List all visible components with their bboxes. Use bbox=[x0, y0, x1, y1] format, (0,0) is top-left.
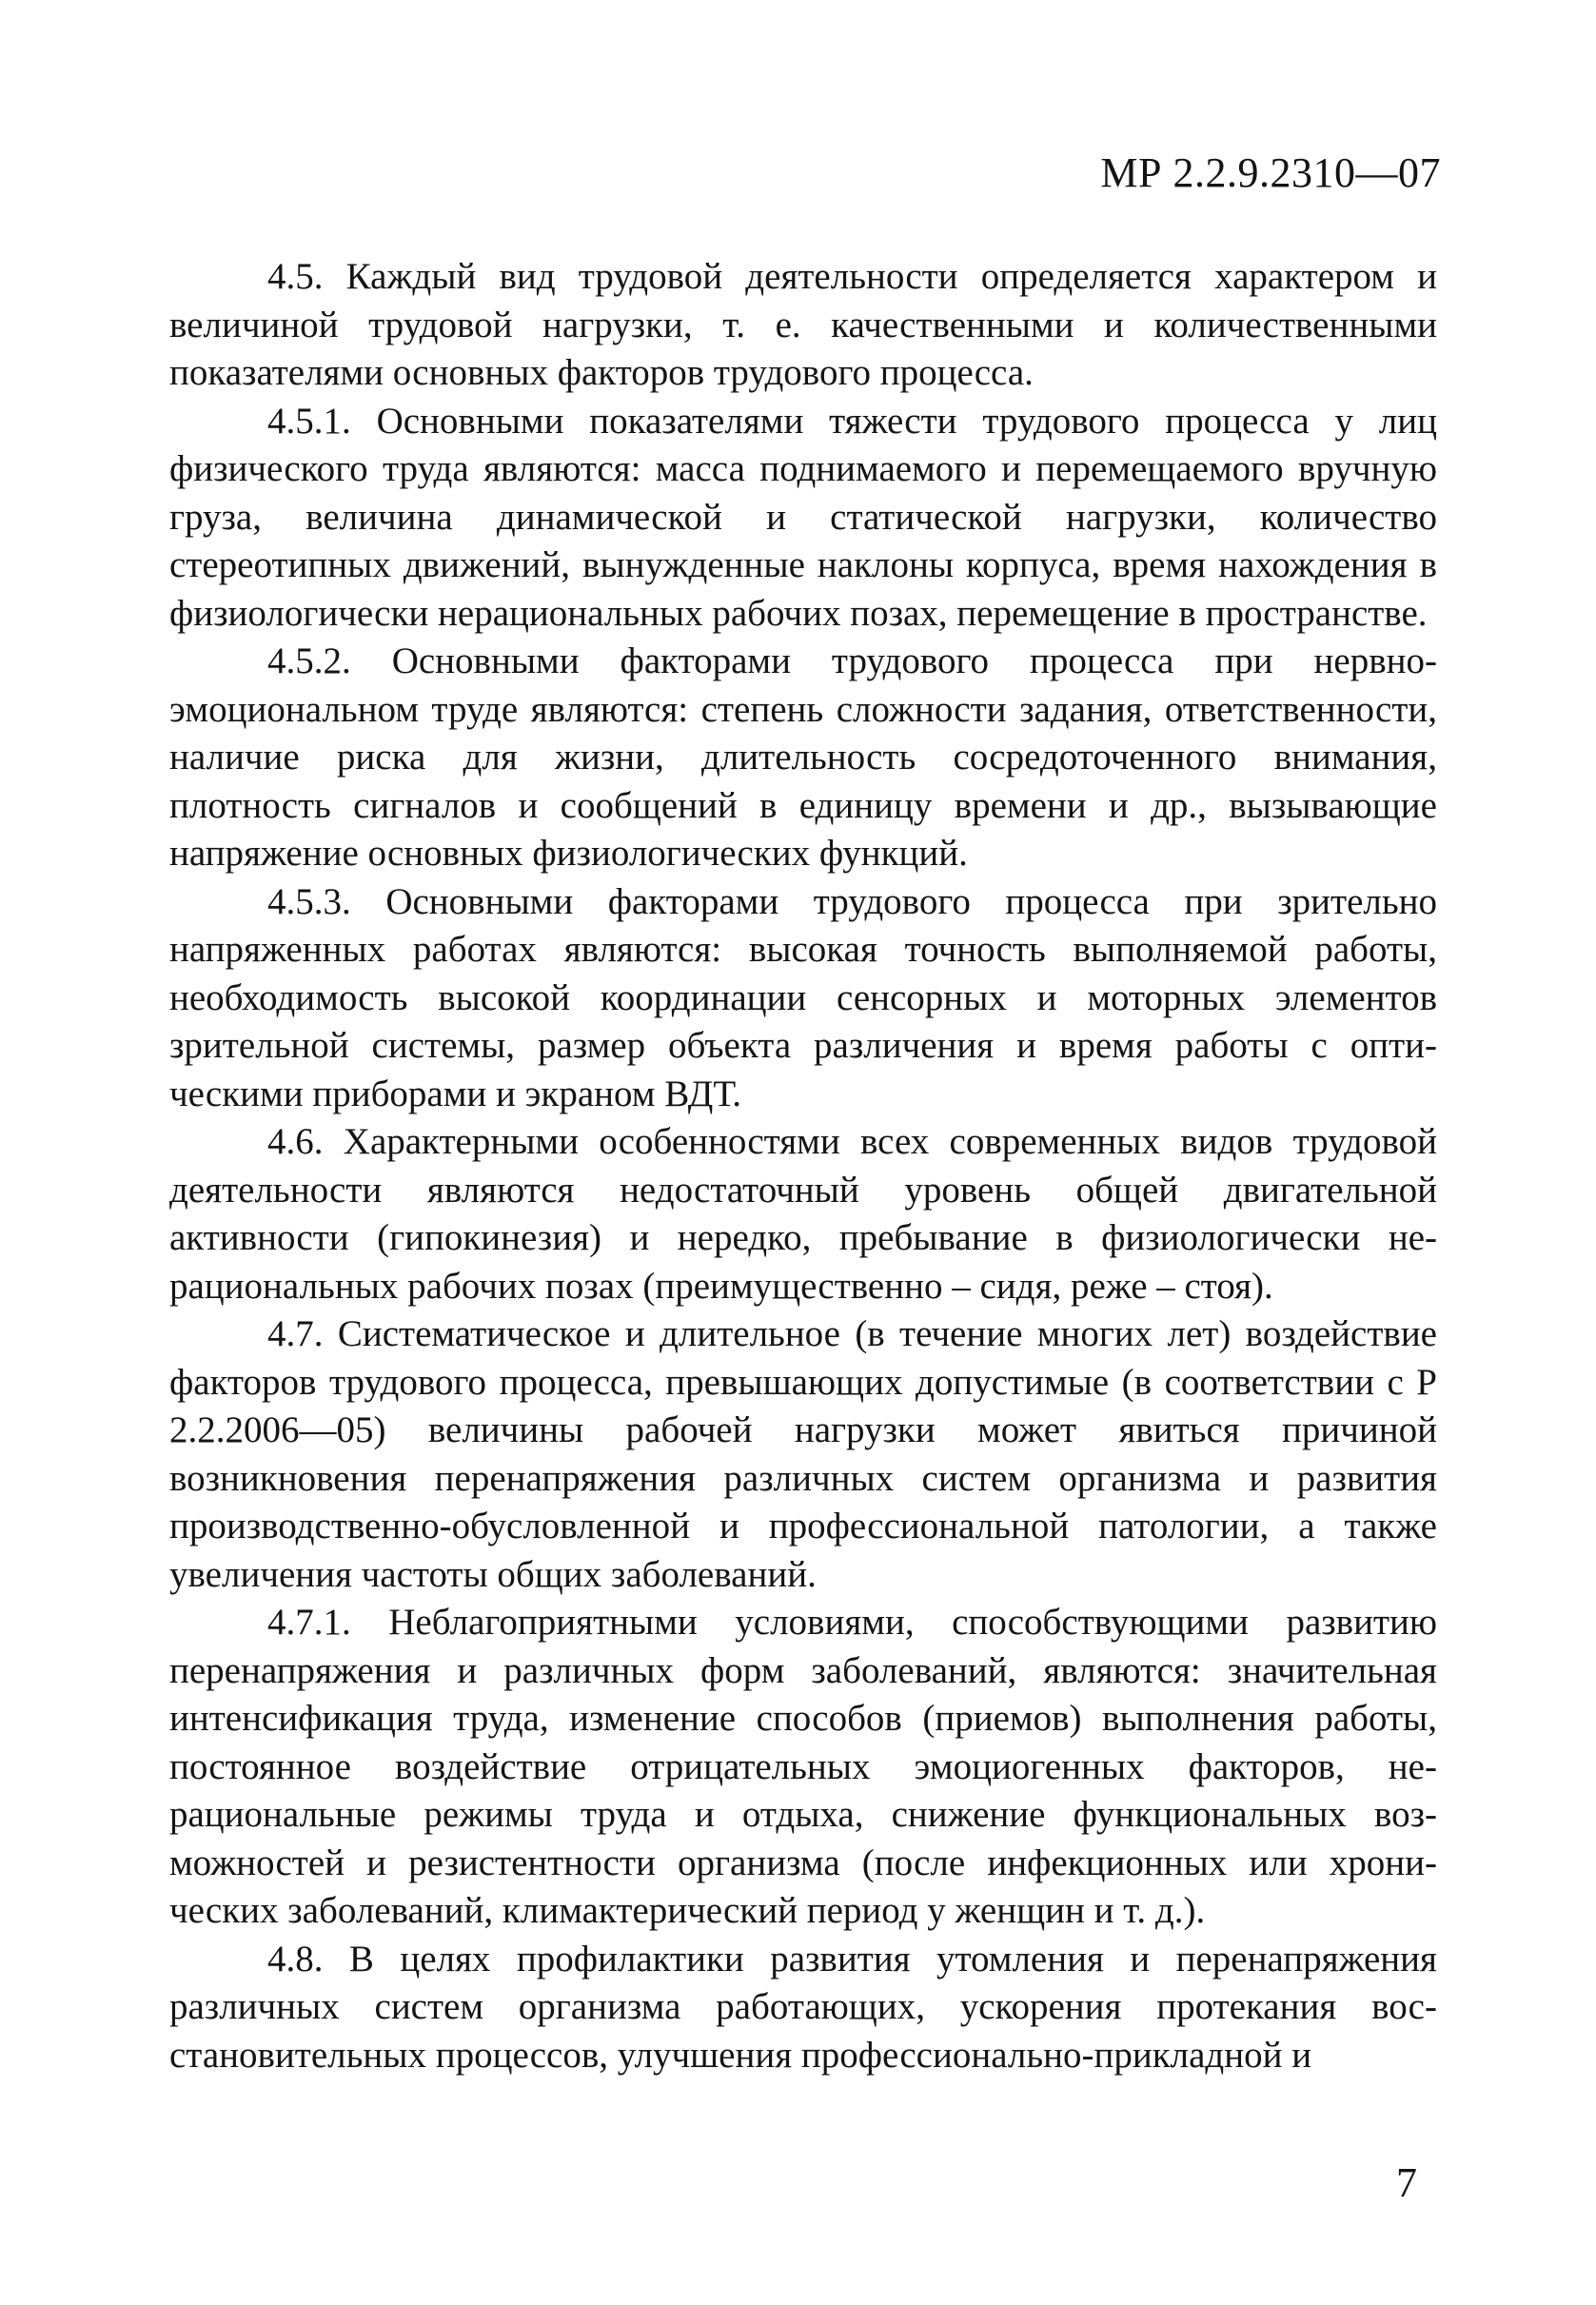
text-body bbox=[169, 253, 1437, 2079]
paragraph-4-5-3: 4.5.3. Основными факторами трудового процесса при зрительно напряженных работах являются: высокая точность выполняемой работы, необходимость высокой координации сенсорных и моторных элементов зрительной системы, размер объекта различения и время работы с оптическими приборами и экраном ВДТ. bbox=[169, 880, 1437, 1114]
paragraph-4-7-1: 4.7.1. Неблагоприятными условиями, способствующими развитию перенапряжения и различных форм заболеваний, являются: значительная интенсификация труда, изменение способов (приемов) выполнения работы, постоянное воздействие отрицательных эмоциогенных факторов, нерациональные режимы труда и отдыха, снижение функциональных возможностей и резистентности организма (после инфекционных или хронических заболеваний, климактерический период у женщин и т. д.). bbox=[169, 1602, 1437, 1931]
paragraph-4-5: 4.5. Каждый вид трудовой деятельности определяется характером и величиной трудовой нагрузки, т. е. качественными и количественными показателями основных факторов трудового процесса. bbox=[169, 256, 1437, 393]
paragraph-4-6: 4.6. Характерными особенностями всех современных видов трудовой деятельности являются недостаточный уровень общей двигательной активности (гипокинезия) и нередко, пребывание в физиологически нерациональных рабочих позах (преимущественно – сидя, реже – стоя). bbox=[169, 1121, 1437, 1307]
paragraph-4-7: 4.7. Систематическое и длительное (в течение многих лет) воздействие факторов трудового процесса, превышающих допустимые (в соответствии с Р 2.2.2006—05) величины рабочей нагрузки может явиться причиной возникновения перенапряжения различных систем организма и развития производственно-обусловленной и профессиональной патологии, а также увеличения частоты общих заболеваний. bbox=[169, 1313, 1437, 1595]
document-code-header: МР 2.2.9.2310—07 bbox=[1100, 149, 1441, 196]
paragraph-4-8: 4.8. В целях профилактики развития утомления и перенапряжения различных систем организма работающих, ускорения протекания восстановительных процессов, улучшения профессионально-прикладной и bbox=[169, 1938, 1437, 2076]
paragraph-4-5-2: 4.5.2. Основными факторами трудового процесса при нервно-эмоциональном труде являются: степень сложности задания, ответственности, наличие риска для жизни, длительность сосредоточенного внимания, плотность сигналов и сообщений в единицу времени и др., вызывающие напряжение основных физиологических функций. bbox=[169, 640, 1437, 874]
paragraph-4-5-1: 4.5.1. Основными показателями тяжести трудового процесса у лиц физического труда являются: масса поднимаемого и перемещаемого вручную груза, величина динамической и статической нагрузки, количество стереотипных движений, вынужденные наклоны корпуса, время нахождения в физиологически нерациональных рабочих позах, перемещение в пространстве. bbox=[169, 400, 1437, 634]
page-number: 7 bbox=[1396, 2159, 1417, 2206]
